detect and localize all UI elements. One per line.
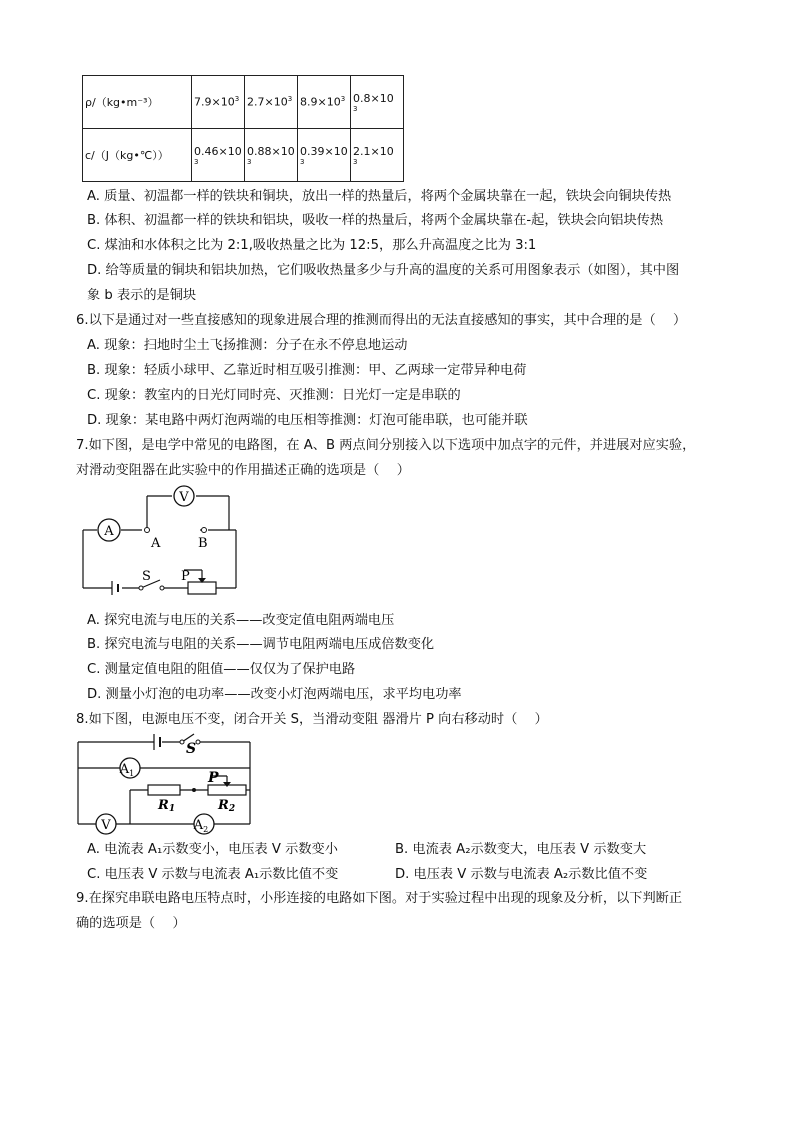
table-cell: $7.9\times 10^3$ [192, 76, 245, 129]
r2-label: R2 [218, 798, 236, 814]
q8-option-c: C. 电压表 V 示数与电流表 A₁示数比值不变 [87, 867, 339, 882]
a1-label: $A_1$ [119, 762, 135, 778]
a2-label: $A_2$ [193, 818, 209, 834]
switch-label: S [142, 569, 151, 584]
q7-option-a: A. 探究电流与电压的关系——改变定值电阻两端电压 [87, 613, 395, 628]
q6-option-c: C. 现象：教室内的日光灯同时亮、灭推测：日光灯一定是串联的 [87, 388, 461, 403]
r1-label: R1 [158, 798, 176, 814]
q5-option-d-cont: 象 b 表示的是铜块 [87, 288, 197, 303]
q5-option-a: A. 质量、初温都一样的铁块和铜块，放出一样的热量后，将两个金属块靠在一起，铁块会向铜块传热 [87, 189, 672, 204]
q6-option-d: D. 现象：某电路中两灯泡两端的电压相等推测：灯泡可能串联，也可能并联 [87, 413, 528, 428]
q7-stem: 7.如下图，是电学中常见的电路图，在 A、B 两点间分别接入以下选项中加点字的元件，并进展对应实验， [76, 438, 696, 453]
resistor-r1 [148, 785, 180, 795]
table-row [83, 76, 404, 129]
q8-option-d: D. 电压表 V 示数与电流表 A₂示数比值不变 [395, 867, 648, 882]
q7-option-c: C. 测量定值电阻的阻值——仅仅为了保护电路 [87, 662, 356, 677]
table-cell: $8.9\times 10^3$ [298, 76, 351, 129]
slider-label: P [181, 569, 190, 584]
q5-option-c: C. 煤油和水体积之比为 2:1,吸收热量之比为 12:5，那么升高温度之比为 3:1 [87, 238, 537, 253]
table-cell: ρ/（kg•m⁻³） [83, 76, 192, 129]
q8-option-b: B. 电流表 A₂示数变大，电压表 V 示数变大 [395, 842, 647, 857]
q8-stem: 8.如下图，电源电压不变，闭合开关 S，当滑动变阻 器滑片 P 向右移动时（ ） [76, 712, 548, 727]
switch-label: S [186, 741, 197, 757]
point-b-label: B [198, 536, 208, 551]
q7-option-d: D. 测量小灯泡的电功率——改变小灯泡两端电压，求平均电功率 [87, 687, 462, 702]
point-a-label: A [151, 536, 161, 551]
table-cell: c/（J（kg•℃）） [83, 129, 192, 182]
q6-option-a: A. 现象：扫地时尘土飞扬推测：分子在永不停息地运动 [87, 338, 408, 353]
q8-circuit-diagram [70, 730, 260, 835]
q6-option-b: B. 现象：轻质小球甲、乙靠近时相互吸引推测：甲、乙两球一定带异种电荷 [87, 363, 527, 378]
table-cell: 0.39×10 3 [298, 129, 351, 182]
table-cell: 0.88×10 3 [245, 129, 298, 182]
q5-option-d: D. 给等质量的铜块和铝块加热，它们吸收热量多少与升高的温度的关系可用图象表示（如图），其中图 [87, 263, 680, 278]
q9-stem-cont: 确的选项是（ ） [76, 916, 186, 931]
q9-stem: 9.在探究串联电路电压特点时，小彤连接的电路如下图。对于实验过程中出现的现象及分析，以下判断正 [76, 891, 683, 906]
q7-stem-cont: 对滑动变阻器在此实验中的作用描述正确的选项是（ ） [76, 463, 410, 478]
table-cell: 0.46×10 3 [192, 129, 245, 182]
q6-stem: 6.以下是通过对一些直接感知的现象进展合理的推测而得出的无法直接感知的事实，其中合理的是（ ） [76, 313, 687, 328]
table-row [83, 129, 404, 182]
material-property-table [82, 75, 404, 182]
q7-option-b: B. 探究电流与电阻的关系——调节电阻两端电压成倍数变化 [87, 637, 435, 652]
table-cell: 0.8×10 3 [351, 76, 404, 129]
q7-circuit-diagram [78, 484, 248, 604]
v-label: V [101, 818, 111, 833]
voltmeter-label: V [179, 490, 189, 505]
q5-option-b: B. 体积、初温都一样的铁块和铝块，吸收一样的热量后，将两个金属块靠在-起，铁块会向铝块传热 [87, 213, 664, 228]
table-cell: $2.7\times 10^3$ [245, 76, 298, 129]
ammeter-label: A [104, 524, 114, 539]
slider-label: P [208, 770, 219, 786]
table-cell: 2.1×10 3 [351, 129, 404, 182]
q8-option-a: A. 电流表 A₁示数变小，电压表 V 示数变小 [87, 842, 338, 857]
